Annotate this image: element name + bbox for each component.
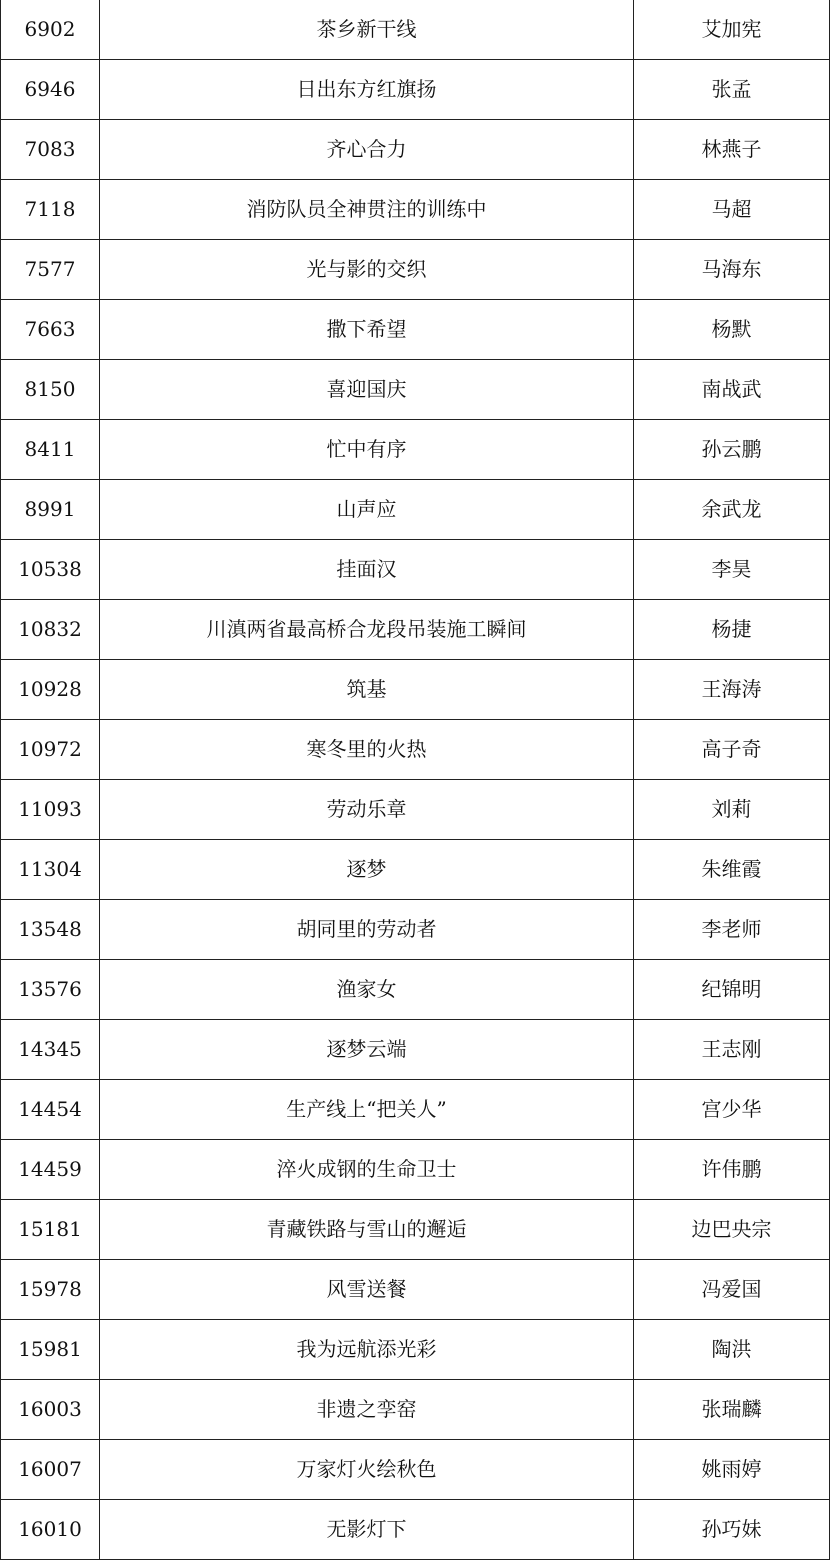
entry-id-cell: 8411	[1, 420, 100, 480]
entry-author-cell: 孙云鹏	[634, 420, 830, 480]
entry-author-cell: 张孟	[634, 60, 830, 120]
entry-title-cell: 茶乡新干线	[100, 0, 634, 60]
table-row	[1, 1260, 830, 1320]
entry-author-cell: 杨默	[634, 300, 830, 360]
entry-title-cell: 劳动乐章	[100, 780, 634, 840]
table-row	[1, 1080, 830, 1140]
entry-author-cell: 王志刚	[634, 1020, 830, 1080]
table-row	[1, 1320, 830, 1380]
entry-author-cell: 王海涛	[634, 660, 830, 720]
table-row	[1, 660, 830, 720]
entry-id-cell: 7118	[1, 180, 100, 240]
entry-id-cell: 10538	[1, 540, 100, 600]
entry-title-cell: 筑基	[100, 660, 634, 720]
entry-author-cell: 冯爱国	[634, 1260, 830, 1320]
entry-title-cell: 山声应	[100, 480, 634, 540]
entry-title-cell: 喜迎国庆	[100, 360, 634, 420]
entry-author-cell: 孙巧妹	[634, 1500, 830, 1560]
entry-id-cell: 14459	[1, 1140, 100, 1200]
entry-title-cell: 风雪送餐	[100, 1260, 634, 1320]
entries-table-body	[1, 0, 830, 1560]
entry-author-cell: 许伟鹏	[634, 1140, 830, 1200]
entry-title-cell: 逐梦云端	[100, 1020, 634, 1080]
entry-id-cell: 14345	[1, 1020, 100, 1080]
table-row	[1, 360, 830, 420]
entry-title-cell: 胡同里的劳动者	[100, 900, 634, 960]
entry-author-cell: 南战武	[634, 360, 830, 420]
table-row	[1, 960, 830, 1020]
entry-author-cell: 姚雨婷	[634, 1440, 830, 1500]
table-row	[1, 180, 830, 240]
table-row	[1, 720, 830, 780]
entry-author-cell: 纪锦明	[634, 960, 830, 1020]
table-row	[1, 1440, 830, 1500]
table-row	[1, 900, 830, 960]
entry-author-cell: 边巴央宗	[634, 1200, 830, 1260]
table-row	[1, 0, 830, 60]
entry-author-cell: 马超	[634, 180, 830, 240]
entry-title-cell: 我为远航添光彩	[100, 1320, 634, 1380]
entry-author-cell: 杨捷	[634, 600, 830, 660]
entry-title-cell: 青藏铁路与雪山的邂逅	[100, 1200, 634, 1260]
entry-id-cell: 15978	[1, 1260, 100, 1320]
entry-id-cell: 10928	[1, 660, 100, 720]
entry-title-cell: 万家灯火绘秋色	[100, 1440, 634, 1500]
table-row	[1, 240, 830, 300]
entry-id-cell: 16003	[1, 1380, 100, 1440]
table-row	[1, 1500, 830, 1560]
entry-id-cell: 11093	[1, 780, 100, 840]
table-row	[1, 540, 830, 600]
table-row	[1, 420, 830, 480]
entry-author-cell: 林燕子	[634, 120, 830, 180]
entry-title-cell: 撒下希望	[100, 300, 634, 360]
entry-title-cell: 川滇两省最高桥合龙段吊装施工瞬间	[100, 600, 634, 660]
entry-id-cell: 8150	[1, 360, 100, 420]
entry-id-cell: 10972	[1, 720, 100, 780]
entry-title-cell: 消防队员全神贯注的训练中	[100, 180, 634, 240]
entry-id-cell: 8991	[1, 480, 100, 540]
table-row	[1, 120, 830, 180]
entry-id-cell: 7083	[1, 120, 100, 180]
entry-author-cell: 朱维霞	[634, 840, 830, 900]
entry-id-cell: 16007	[1, 1440, 100, 1500]
entry-title-cell: 生产线上“把关人”	[100, 1080, 634, 1140]
entry-id-cell: 16010	[1, 1500, 100, 1560]
entry-title-cell: 忙中有序	[100, 420, 634, 480]
table-row	[1, 60, 830, 120]
table-row	[1, 1200, 830, 1260]
entry-id-cell: 15981	[1, 1320, 100, 1380]
table-row	[1, 600, 830, 660]
entry-id-cell: 14454	[1, 1080, 100, 1140]
entry-title-cell: 寒冬里的火热	[100, 720, 634, 780]
entry-title-cell: 日出东方红旗扬	[100, 60, 634, 120]
table-row	[1, 300, 830, 360]
entry-title-cell: 逐梦	[100, 840, 634, 900]
entry-author-cell: 马海东	[634, 240, 830, 300]
entry-author-cell: 刘莉	[634, 780, 830, 840]
entry-title-cell: 非遗之孪窑	[100, 1380, 634, 1440]
entry-id-cell: 6946	[1, 60, 100, 120]
entry-id-cell: 10832	[1, 600, 100, 660]
entry-title-cell: 挂面汉	[100, 540, 634, 600]
entry-author-cell: 艾加宪	[634, 0, 830, 60]
entry-title-cell: 渔家女	[100, 960, 634, 1020]
table-row	[1, 1140, 830, 1200]
table-row	[1, 1020, 830, 1080]
entry-id-cell: 11304	[1, 840, 100, 900]
entry-id-cell: 15181	[1, 1200, 100, 1260]
table-row	[1, 840, 830, 900]
entry-id-cell: 6902	[1, 0, 100, 60]
entry-author-cell: 李昊	[634, 540, 830, 600]
entry-author-cell: 高子奇	[634, 720, 830, 780]
entry-title-cell: 无影灯下	[100, 1500, 634, 1560]
entry-id-cell: 13548	[1, 900, 100, 960]
entry-id-cell: 7663	[1, 300, 100, 360]
entry-author-cell: 李老师	[634, 900, 830, 960]
entry-title-cell: 光与影的交织	[100, 240, 634, 300]
entry-title-cell: 齐心合力	[100, 120, 634, 180]
entry-title-cell: 淬火成钢的生命卫士	[100, 1140, 634, 1200]
entry-id-cell: 13576	[1, 960, 100, 1020]
table-row	[1, 1380, 830, 1440]
entry-author-cell: 宫少华	[634, 1080, 830, 1140]
table-row	[1, 780, 830, 840]
entry-author-cell: 陶洪	[634, 1320, 830, 1380]
entry-id-cell: 7577	[1, 240, 100, 300]
entry-author-cell: 张瑞麟	[634, 1380, 830, 1440]
entry-author-cell: 余武龙	[634, 480, 830, 540]
table-row	[1, 480, 830, 540]
